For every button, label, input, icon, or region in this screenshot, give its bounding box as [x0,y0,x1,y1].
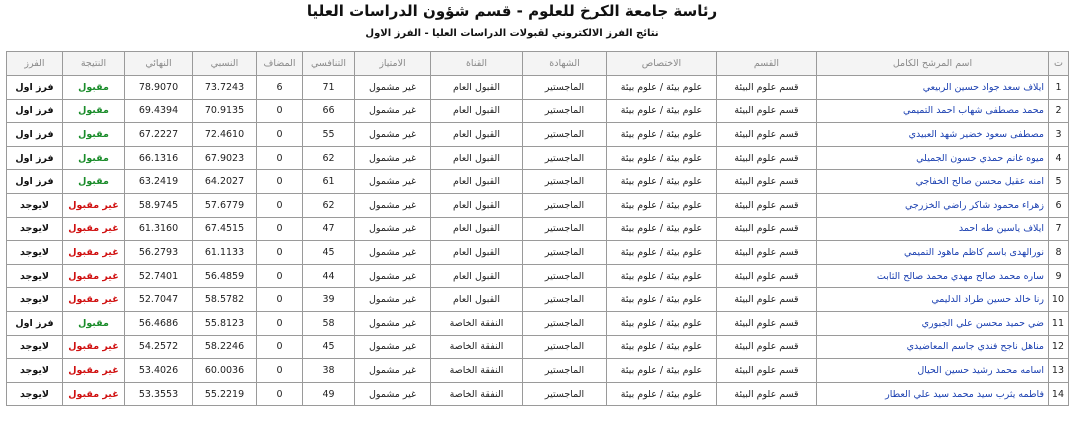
cell-degree: الماجستير [523,217,607,241]
cell-spec: علوم بيئة / علوم بيئة [607,193,717,217]
cell-relative: 72.4610 [193,123,257,147]
cell-dept: قسم علوم البيئة [717,241,817,265]
cell-final: 53.4026 [125,359,193,383]
cell-seq: 8 [1049,241,1069,265]
col-header-seq: ت [1049,52,1069,76]
cell-channel: القبول العام [431,123,523,147]
cell-degree: الماجستير [523,99,607,123]
cell-spec: علوم بيئة / علوم بيئة [607,359,717,383]
cell-sort: لايوجد [7,241,63,265]
cell-degree: الماجستير [523,170,607,194]
cell-name: مصطفى سعود خضير شهد العبيدي [817,123,1049,147]
cell-seq: 12 [1049,335,1069,359]
cell-spec: علوم بيئة / علوم بيئة [607,76,717,100]
cell-degree: الماجستير [523,335,607,359]
cell-channel: القبول العام [431,288,523,312]
cell-added: 0 [257,146,303,170]
cell-spec: علوم بيئة / علوم بيئة [607,288,717,312]
cell-final: 61.3160 [125,217,193,241]
cell-relative: 55.8123 [193,311,257,335]
cell-final: 56.4686 [125,311,193,335]
cell-final: 67.2227 [125,123,193,147]
cell-final: 52.7047 [125,288,193,312]
cell-excellence: غير مشمول [355,311,431,335]
cell-competitive: 39 [303,288,355,312]
col-header-channel: القناة [431,52,523,76]
cell-excellence: غير مشمول [355,335,431,359]
cell-sort: لايوجد [7,288,63,312]
cell-degree: الماجستير [523,382,607,406]
cell-degree: الماجستير [523,241,607,265]
cell-degree: الماجستير [523,146,607,170]
cell-channel: النفقة الخاصة [431,359,523,383]
cell-channel: القبول العام [431,193,523,217]
cell-excellence: غير مشمول [355,123,431,147]
table-row [7,359,1069,383]
cell-dept: قسم علوم البيئة [717,335,817,359]
cell-result: مقبول [63,123,125,147]
cell-name: اسامه محمد رشيد حسين الحيال [817,359,1049,383]
cell-spec: علوم بيئة / علوم بيئة [607,241,717,265]
cell-degree: الماجستير [523,311,607,335]
cell-dept: قسم علوم البيئة [717,146,817,170]
table-row [7,217,1069,241]
cell-degree: الماجستير [523,359,607,383]
cell-spec: علوم بيئة / علوم بيئة [607,382,717,406]
cell-added: 0 [257,359,303,383]
cell-added: 0 [257,264,303,288]
cell-degree: الماجستير [523,76,607,100]
cell-result: غير مقبول [63,264,125,288]
cell-name: مناهل ناجح فندي جاسم المعاضيدي [817,335,1049,359]
cell-seq: 2 [1049,99,1069,123]
cell-sort: لايوجد [7,217,63,241]
cell-excellence: غير مشمول [355,76,431,100]
cell-excellence: غير مشمول [355,288,431,312]
cell-sort: لايوجد [7,382,63,406]
table-row [7,264,1069,288]
table-row [7,193,1069,217]
cell-final: 54.2572 [125,335,193,359]
cell-dept: قسم علوم البيئة [717,193,817,217]
col-header-name: اسم المرشح الكامل [817,52,1049,76]
cell-added: 0 [257,335,303,359]
cell-result: غير مقبول [63,217,125,241]
cell-final: 56.2793 [125,241,193,265]
cell-excellence: غير مشمول [355,193,431,217]
cell-excellence: غير مشمول [355,382,431,406]
cell-added: 0 [257,241,303,265]
cell-seq: 1 [1049,76,1069,100]
cell-added: 0 [257,288,303,312]
cell-result: غير مقبول [63,241,125,265]
table-row [7,76,1069,100]
cell-competitive: 38 [303,359,355,383]
cell-seq: 13 [1049,359,1069,383]
cell-competitive: 61 [303,170,355,194]
cell-sort: لايوجد [7,264,63,288]
col-header-degree: الشهادة [523,52,607,76]
cell-dept: قسم علوم البيئة [717,311,817,335]
cell-sort: لايوجد [7,359,63,383]
table-row [7,288,1069,312]
cell-spec: علوم بيئة / علوم بيئة [607,170,717,194]
cell-result: مقبول [63,99,125,123]
cell-channel: القبول العام [431,241,523,265]
cell-relative: 57.6779 [193,193,257,217]
cell-seq: 7 [1049,217,1069,241]
table-row [7,146,1069,170]
table-row [7,311,1069,335]
cell-channel: النفقة الخاصة [431,311,523,335]
table-row [7,241,1069,265]
cell-degree: الماجستير [523,264,607,288]
cell-sort: فرز اول [7,146,63,170]
cell-competitive: 71 [303,76,355,100]
cell-dept: قسم علوم البيئة [717,123,817,147]
cell-relative: 67.9023 [193,146,257,170]
col-header-spec: الاختصاص [607,52,717,76]
cell-sort: لايوجد [7,193,63,217]
cell-final: 66.1316 [125,146,193,170]
col-header-relative: النسبي [193,52,257,76]
cell-excellence: غير مشمول [355,264,431,288]
cell-competitive: 66 [303,99,355,123]
cell-name: فاطمه يثرب سيد محمد سيد علي العطار [817,382,1049,406]
cell-result: غير مقبول [63,335,125,359]
cell-sort: فرز اول [7,99,63,123]
cell-result: مقبول [63,76,125,100]
cell-channel: القبول العام [431,217,523,241]
page-title: رئاسة جامعة الكرخ للعلوم - قسم شؤون الدراسات العليا [306,2,718,20]
cell-spec: علوم بيئة / علوم بيئة [607,123,717,147]
cell-dept: قسم علوم البيئة [717,170,817,194]
cell-result: غير مقبول [63,359,125,383]
cell-added: 0 [257,123,303,147]
cell-competitive: 62 [303,193,355,217]
table-row [7,382,1069,406]
cell-name: ميوه غانم حمدي حسون الجميلي [817,146,1049,170]
table-row [7,335,1069,359]
cell-competitive: 58 [303,311,355,335]
cell-added: 6 [257,76,303,100]
cell-relative: 73.7243 [193,76,257,100]
cell-name: ساره محمد صالح مهدي محمد صالح الثابت [817,264,1049,288]
cell-degree: الماجستير [523,193,607,217]
cell-seq: 14 [1049,382,1069,406]
cell-added: 0 [257,170,303,194]
page-subtitle: نتائج الفرز الالكتروني لقبولات الدراسات العليا - الفرز الاول [365,28,659,39]
cell-excellence: غير مشمول [355,170,431,194]
cell-dept: قسم علوم البيئة [717,264,817,288]
table-row [7,99,1069,123]
cell-result: مقبول [63,146,125,170]
cell-name: رنا خالد حسين طراد الدليمي [817,288,1049,312]
cell-seq: 9 [1049,264,1069,288]
cell-dept: قسم علوم البيئة [717,217,817,241]
cell-relative: 60.0036 [193,359,257,383]
cell-relative: 70.9135 [193,99,257,123]
cell-result: غير مقبول [63,288,125,312]
cell-excellence: غير مشمول [355,146,431,170]
cell-degree: الماجستير [523,123,607,147]
cell-competitive: 45 [303,335,355,359]
cell-relative: 61.1133 [193,241,257,265]
cell-result: غير مقبول [63,382,125,406]
cell-dept: قسم علوم البيئة [717,76,817,100]
cell-competitive: 44 [303,264,355,288]
cell-dept: قسم علوم البيئة [717,99,817,123]
col-header-competitive: التنافسي [303,52,355,76]
col-header-sort: الفرز [7,52,63,76]
cell-excellence: غير مشمول [355,99,431,123]
cell-competitive: 47 [303,217,355,241]
cell-name: ضي حميد محسن علي الجبوري [817,311,1049,335]
cell-competitive: 62 [303,146,355,170]
cell-excellence: غير مشمول [355,359,431,383]
cell-spec: علوم بيئة / علوم بيئة [607,264,717,288]
cell-relative: 67.4515 [193,217,257,241]
cell-final: 63.2419 [125,170,193,194]
cell-seq: 4 [1049,146,1069,170]
cell-channel: القبول العام [431,146,523,170]
cell-final: 58.9745 [125,193,193,217]
cell-channel: النفقة الخاصة [431,382,523,406]
cell-dept: قسم علوم البيئة [717,359,817,383]
cell-seq: 3 [1049,123,1069,147]
table-header-row [7,52,1069,76]
cell-sort: فرز اول [7,311,63,335]
cell-channel: النفقة الخاصة [431,335,523,359]
cell-result: غير مقبول [63,193,125,217]
cell-channel: القبول العام [431,76,523,100]
cell-relative: 58.5782 [193,288,257,312]
cell-relative: 64.2027 [193,170,257,194]
cell-spec: علوم بيئة / علوم بيئة [607,217,717,241]
col-header-dept: القسم [717,52,817,76]
cell-relative: 58.2246 [193,335,257,359]
cell-result: مقبول [63,311,125,335]
cell-name: ايلاف ياسين طه احمد [817,217,1049,241]
cell-name: امنه عقيل محسن صالح الخفاجي [817,170,1049,194]
col-header-excellence: الامتياز [355,52,431,76]
cell-final: 69.4394 [125,99,193,123]
cell-name: زهراء محمود شاكر راضي الخزرجي [817,193,1049,217]
cell-name: محمد مصطفى شهاب احمد التميمي [817,99,1049,123]
cell-channel: القبول العام [431,170,523,194]
col-header-result: النتيجة [63,52,125,76]
cell-name: نورالهدى باسم كاظم ماهود التميمي [817,241,1049,265]
cell-sort: فرز اول [7,76,63,100]
cell-degree: الماجستير [523,288,607,312]
table-row [7,170,1069,194]
cell-sort: فرز اول [7,123,63,147]
cell-excellence: غير مشمول [355,217,431,241]
cell-channel: القبول العام [431,264,523,288]
cell-seq: 11 [1049,311,1069,335]
cell-dept: قسم علوم البيئة [717,288,817,312]
cell-competitive: 45 [303,241,355,265]
cell-added: 0 [257,193,303,217]
cell-sort: فرز اول [7,170,63,194]
cell-excellence: غير مشمول [355,241,431,265]
cell-sort: لايوجد [7,335,63,359]
cell-relative: 56.4859 [193,264,257,288]
cell-name: ايلاف سعد جواد حسين الربيعي [817,76,1049,100]
cell-competitive: 55 [303,123,355,147]
cell-spec: علوم بيئة / علوم بيئة [607,99,717,123]
cell-added: 0 [257,311,303,335]
results-table [6,51,1069,406]
cell-dept: قسم علوم البيئة [717,382,817,406]
col-header-added: المضاف [257,52,303,76]
cell-added: 0 [257,99,303,123]
cell-seq: 6 [1049,193,1069,217]
cell-added: 0 [257,217,303,241]
cell-spec: علوم بيئة / علوم بيئة [607,335,717,359]
cell-final: 78.9070 [125,76,193,100]
cell-final: 53.3553 [125,382,193,406]
cell-relative: 55.2219 [193,382,257,406]
cell-seq: 10 [1049,288,1069,312]
table-row [7,123,1069,147]
cell-channel: القبول العام [431,99,523,123]
cell-competitive: 49 [303,382,355,406]
table-body [7,76,1069,406]
cell-seq: 5 [1049,170,1069,194]
cell-final: 52.7401 [125,264,193,288]
cell-added: 0 [257,382,303,406]
cell-spec: علوم بيئة / علوم بيئة [607,311,717,335]
col-header-final: النهائي [125,52,193,76]
cell-result: مقبول [63,170,125,194]
cell-spec: علوم بيئة / علوم بيئة [607,146,717,170]
